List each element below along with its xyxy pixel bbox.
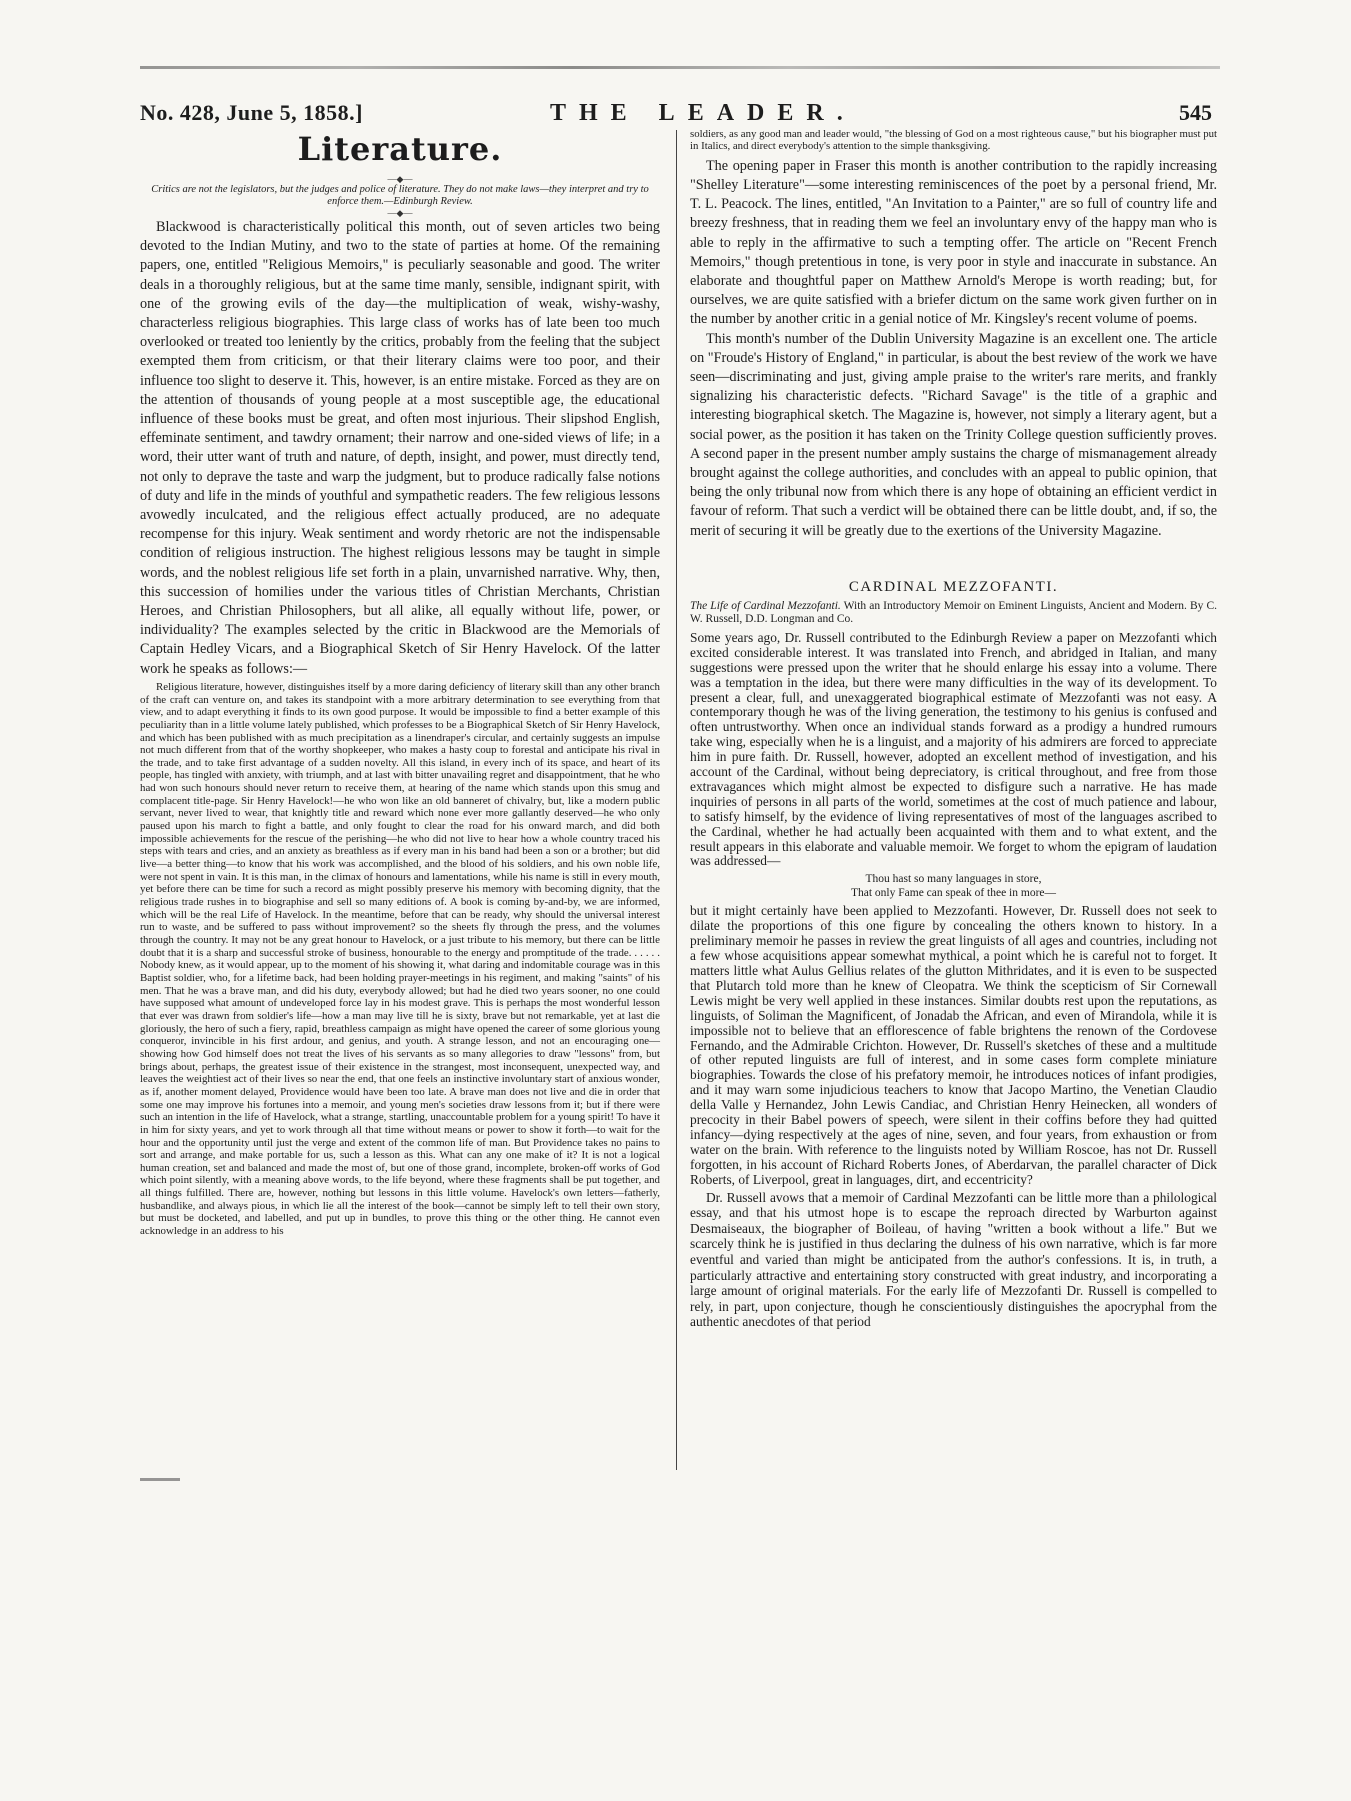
column-divider [676,130,677,1470]
book-citation [690,600,1217,627]
top-rule [140,66,1220,69]
page-number: 545 [1179,100,1212,125]
section-motto: Critics are not the legislators, but the judges and police of literature. They do not make laws—they interpret and try to enforce them.—Edinburgh Review. [151,184,649,207]
newspaper-title: THE LEADER. [550,100,856,126]
mezzofanti-paragraph-3: Dr. Russell avows that a memoir of Cardinal Mezzofanti can be little more than a philological essay, and that his utmost hope is to escape the reproach directed by Warburton against Desmaiseaux, the biographer of Boileau, of having "written a book without a life." But we scarcely think he is justified in thus declaring the dulness of his own narrative, which is far more eventful and varied than might be anticipated from the author's confessions. It is, in truth, a particularly attractive and entertaining story constructed with great industry, and incorporating a large amount of original materials. For the early life of Mezzofanti Dr. Russell is compelled to rely, in part, upon conjecture, though he conscientiously distinguishes the apocryphal from the authentic anecdotes of that period [690,1189,1217,1330]
blackwood-paragraph: Blackwood is characteristically political this month, out of seven articles two being devoted to the Indian Mutiny, and two to the state of parties at home. Of the remaining papers, one, entitled "Religious Memoirs," is peculiarly seasonable and good. The writer deals in a thoroughly religious, but at the same time manly, sensible, indignant spirit, with one of the growing evils of the day—the multiplication of weak, wishy-washy, characterless religious biographies. This large class of works has of late been too much overlooked or treated too leniently by the critics, probably from the feeling that the subject exempted them from criticism, or that their literary claims were too poor, and their influence too slight to deserve it. This, however, is an entire mistake. Forced as they are on the attention of thousands of young people at a most susceptible age, the educational influence of these books must be great, and often most injurious. Their slipshod English, effeminate sentiment, and tawdry ornament; their narrow and one-sided views of life; in a word, their utter want of truth and nature, of depth, insight, and power, must directly tend, not only to deprave the taste and warp the judgment, but to produce radically false notions of duty and life in the minds of youthful and sympathetic readers. The few religious lessons avowedly inculcated, and the religious effect actually produced, are no adequate recompense for this injury. Weak sentiment and wordy rhetoric are not the indispensable condition of religious instruction. The highest religious lessons may be taught in simple words, and the noblest religious life set forth in a plain, unvarnished narrative. Why, then, this succession of homilies under the various titles of Christian Merchants, Christian Heroes, and Christian Philosophers, but all alike, all equally without life, power, or individuality? The examples selected by the critic in Blackwood are the Memorials of Captain Hedley Vicars, and a Biographical Sketch of Sir Henry Havelock. Of the latter work he speaks as follows:— [140,219,660,677]
issue-date: No. 428, June 5, 1858.] [140,100,363,125]
section-title: Literature. [297,130,503,168]
epigram [690,872,1217,900]
citation-title: The Life of Cardinal Mezzofanti. [690,599,841,612]
left-column [140,128,660,1238]
mezzofanti-paragraph-1: Some years ago, Dr. Russell contributed to the Edinburgh Review a paper on Mezzofanti which excited considerable interest. It was translated into French, and abridged in Italian, and many suggestions were pressed upon the writer that he should enlarge his essay into a volume. There was a temptation in the idea, but there were many difficulties in the way of its development. To present a clear, full, and unexaggerated biographical estimate of Mezzofanti was not easy. A contemporary though he was of the living generation, the testimony to his genius is confused and often untrustworthy. When once an individual stands forward as a prodigy a hundred rumours take wing, especially when he is a linguist, and a majority of his admirers are forced to appreciate him in pure faith. Dr. Russell, however, adopted an excellent method of investigation, and his account of the Cardinal, without being depreciatory, is critical throughout, and free from those extravagances which might almost be expected to disfigure such a narrative. He has made inquiries of persons in all parts of the world, sometimes at the cost of much patience and labour, to satisfy himself, by the evidence of living representatives of most of the languages ascribed to the Cardinal, whether he had actually been acquainted with them and to what extent, and the result appears in this elaborate and valuable memoir. We forget to whom the epigram of laudation was addressed— [690,629,1217,869]
epigram-line-1: Thou hast so many languages in store, [865,873,1042,886]
ornament-bottom: —◆— [387,208,413,218]
havelock-quotation: Religious literature, however, distinguishes itself by a more daring deficiency of literary skill than any other branch of the craft can venture on, and takes its standpoint with a more arbitrary determination to see everything from that view, and to adapt everything it finds to its own good purpose. It would be impossible to find a better example of this peculiarity than in a little volume lately published, which professes to be a Biographical Sketch of Sir Henry Havelock, and which has been published with as much precipitation as a linendraper's circular, and certainly suggests an impulse not much different from that of the worthy shopkeeper, who makes a hasty coup to forestal and anticipate his rival in the trade, and to take first advantage of a sudden novelty. All this island, in every inch of its space, and heart of its people, has tingled with anxiety, with triumph, and at last with bitter unavailing regret and disappointment, that he who had won such honours should never return to receive them, at hearing of the name which stands upon this smug and complacent title-page. Sir Henry Havelock!—he who won like an old banneret of chivalry, but, like a modern public servant, never lived to wear, that knightly title and reward which none ever more gallantly deserved—he who only paused upon his march to fight a battle, and only fought to clear the road for his onward march, and did both impossible achievements for the rescue of the perishing—he who did not live to hear how a whole country traced his steps with tears and cries, and an anxiety as breathless as if every man in his band had been a son or a brother; but did live—a better thing—to know that his work was accomplished, and the blood of his soldiers, and his own noble life, were not spent in vain. It is this man, in the climax of honours and lamentations, while his name is still in every mouth, yet before there can be time for such a record as might possibly preserve his memory with becoming dignity, that the religious trade rushes in to biographise and sell so many editions of. A book is coming by-and-by, we are informed, which will be the real Life of Havelock. In the meantime, before that can be ready, why should the universal interest run to waste, and be suffered to pass without improvement? so the sheets fly through the press, and the volumes through the country. It may not be any great honour to Havelock, or a just tribute to his memory, but there can be little doubt that it is a sharp and successful stroke of business, honourable to the energy and promptitude of the trade. . . . . . Nobody knew, as it would appear, up to the moment of his showing it, what daring and indomitable courage was in this Baptist soldier, who, for a lifetime back, had been holding prayer-meetings in his regiment, and making "saints" of his men. That he was a brave man, and did his duty, everybody allowed; but had he died two years sooner, no one could have supposed what amount of undeveloped force lay in his modest grave. This is perhaps the most wonderful lesson that ever was drawn from soldier's life—how a man may live till he is sixty, brave but not remarkable, yet at last die gloriously, the hero of such a fiery, rapid, breathless campaign as might have opened the career of some glorious young conqueror, invincible in his first ardour, and genius, and youth. A strange lesson, and not an encouraging one—showing how God himself does not treat the lives of his servants as so many allegories to draw "lessons" from, but brings about, perhaps, the greatest issue of their existence in the strangest, most inconsequent, unexpected way, and leaves the weightiest act of their lives so near the end, that one feels an instinctive involuntary start of anxious wonder, as if, another moment delayed, Providence would have been too late. A brave man does not live and die in order that some one may improve his fortunes into a memoir, and young men's societies draw lessons from it; but if there were such an intention in the life of Havelock, what a strange, startling, unaccountable problem for a young spirit! To have it in him for sixty years, and yet to work through all that time without means or power to show it forth—to wait for the hour and the opportunity until just the verge and extent of the common life of man. But Providence takes no pains to sort and arrange, and make portable for us, such a lesson as this. What can any one make of it? It is not a logical human creation, set and balanced and made the most of, but one of those grand, incomplete, broken-off works of God which point silently, with a meaning above words, to the life beyond, where these fragments shall be put together, and all things fulfilled. There are, however, nothing but lessons in this little volume. Havelock's own letters—fatherly, husbandlike, and always pious, in which lie all the interest of the book—cannot be simply left to tell their own story, but must be docketed, and labelled, and put up in bundles, to prove this thing or the other thing. He cannot even acknowledge in an address to his [140,680,660,1238]
masthead [140,100,1212,128]
bottom-mark [140,1478,180,1481]
mezzofanti-paragraph-2: but it might certainly have been applied to Mezzofanti. However, Dr. Russell does not seek to dilate the proportions of this one figure by concealing the others known to history. In a preliminary memoir he passes in review the great linguists of all ages and countries, including not a few whose acquisitions appear somewhat mythical, a point which he is careful not to forget. It matters little what Aulus Gellius relates of the glutton Mithridates, and it is even to be suspected that Plutarch told more than he knew of Cleopatra. We think the scepticism of Sir Cornewall Lewis might be very well applied in these instances. Similar doubts rest upon the reputations, as linguists, of Soliman the Magnificent, of Jonadab the African, and even of Mirandola, while it is impossible not to believe that an efflorescence of fable brightens the renown of the Cordovese Fernando, and the Admirable Crichton. However, Dr. Russell's sketches of these and a multitude of other reputed linguists are full of interest, and in some cases form complete miniature biographies. Towards the close of his prefatory memoir, he introduces notices of infant prodigies, and it may warn some injudicious teachers to know that Jacopo Martino, the Venetian Claudio della Valle y Hernandez, John Lewis Candiac, and Christian Henry Heinecken, all wonders of precocity in their Babel powers of speech, were silent in their coffins before they had quitted infancy—dying respectively at the ages of nine, seven, and four years, from exhaustion or from water on the brain. With reference to the linguists noted by William Roscoe, has not Dr. Russell forgotten, in his account of Richard Roberts Jones, of Aberdarvan, the parallel character of Dick Roberts, of Liverpool, great in languages, dirt, and eccentricity? [690,903,1217,1187]
dublin-paragraph: This month's number of the Dublin University Magazine is an excellent one. The article on "Froude's History of England," in particular, is about the best review of the work we have seen—discriminating and just, giving ample praise to the writer's rare merits, and frankly signalizing his characteristic defects. "Richard Savage" is the title of a graphic and interesting biographical sketch. The Magazine is, however, not simply a literary agent, but a social power, as the position it has taken on the Trinity College question sufficiently proves. A second paper in the present number amply sustains the charge of mismanagement already brought against the college authorities, and concludes with an appeal to public opinion, that being the only tribunal now from which there is any hope of obtaining an efficient verdict in favour of reform. That such a verdict will be obtained there can be little doubt, and, if so, the merit of securing it will be greatly due to the exertions of the University Magazine. [690,330,1217,539]
article-title: CARDINAL MEZZOFANTI. [848,578,1059,595]
epigram-line-2: That only Fame can speak of thee in more— [850,887,1057,900]
fraser-paragraph: The opening paper in Fraser this month is another contribution to the rapidly increasing "Shelley Literature"—some interesting reminiscences of the poet by a personal friend, Mr. T. L. Peacock. The lines, entitled, "An Invitation to a Painter," are so full of country life and breezy freshness, that in reading them we feel an involuntary envy of the happy man who is able to reply in the affirmative to such a tempting offer. The article on "Recent French Memoirs," though pretentious in tone, is very poor in style and inaccurate in substance. An elaborate and thoughtful paper on Matthew Arnold's Merope is worth reading; but, for ourselves, we are quite satisfied with a briefer dictum on the same work given further on in the number by another critic in a genial notice of Mr. Kingsley's recent volume of poems. [690,157,1217,328]
continued-quotation: soldiers, as any good man and leader would, "the blessing of God on a most righteous cause," but his biographer must put in Italics, and direct everybody's attention to the simple thanksgiving. [690,128,1217,153]
ornament-top: —◆— [387,174,413,184]
citation-details: With an Introductory Memoir on Eminent Linguists, Ancient and Modern. By C. W. Russell, D.D. Longman and Co. [690,599,1217,626]
right-column [690,128,1217,1330]
